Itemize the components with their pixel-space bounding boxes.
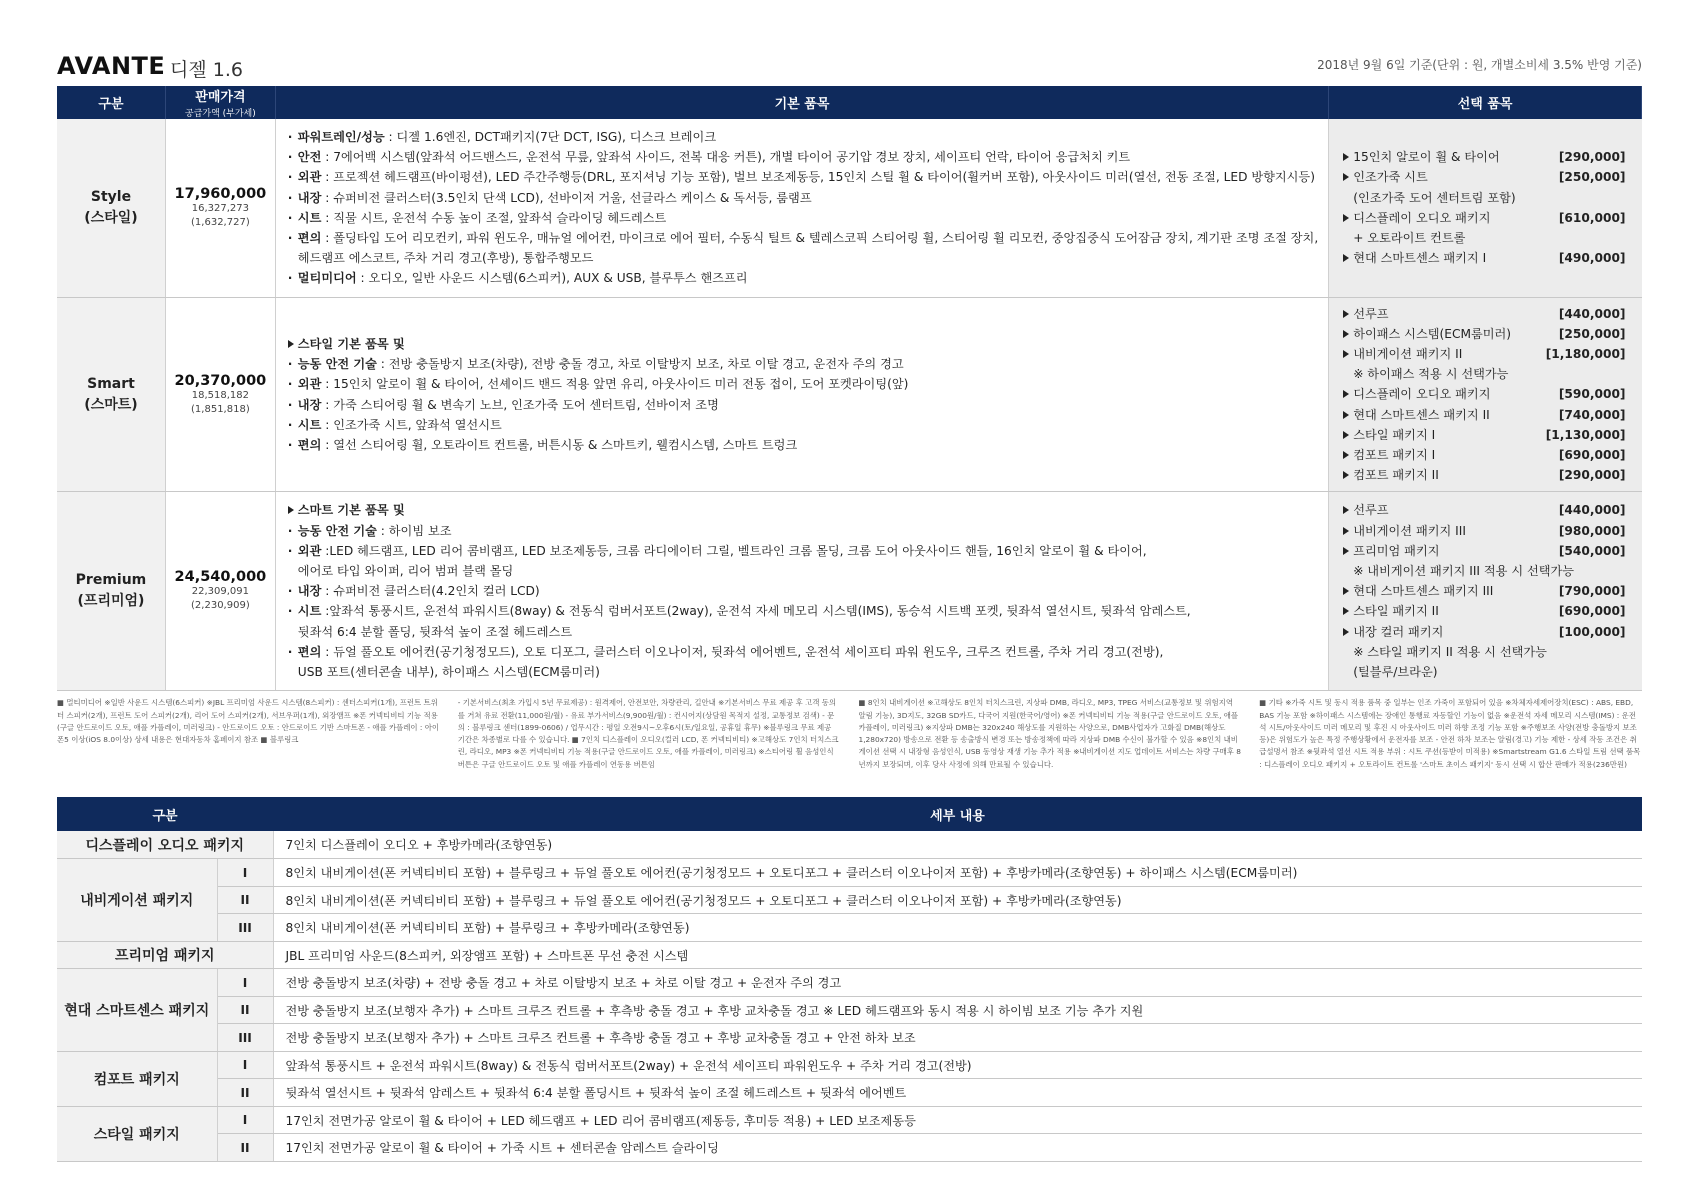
option-price: [290,000]: [1558, 150, 1626, 165]
package-row: [57, 886, 1642, 914]
package-header-kind: 구분: [57, 797, 273, 831]
package-level: III: [217, 1024, 273, 1052]
brand-title: AVANTE: [57, 52, 166, 80]
footnote-col: - 기본서비스(최초 가입시 5년 무료제공) : 원격제어, 안전보안, 차량관리, 길안내 ※기본서비스 무료 제공 후 고객 동의를 거쳐 유료 전환(11,000원/월) - 유료 부가서비스(9,900원/월) : 컨시어지(상담원 목적지 설정, 교통정보 검색) - 문의 : 블루링크 센터(1899-0606) / 업무시간 : 평일 오전9시~오후6시(토/일요일, 공휴일 휴무) ※블루링크 무료 제공 기간은 차종별로 다를 수 있습니다. ■ 7인치 디스플레이 오디오(컬러 LCD, 폰 커넥티비티) ※고해상도 7인치 터치스크린, 라디오, MP3 ※폰 커넥티비티 기능 적용(구글 안드로이드 오토, 애플 카플레이, 미러링크) ※스티어링 휠 음성인식 버튼은 구글 안드로이드 오토 및 애플 카플레이 연동용 버튼임: [457, 698, 839, 769]
triangle-bullet-icon: [1343, 547, 1349, 555]
package-name: 내비게이션 패키지: [57, 859, 217, 942]
trim-name: Style (스타일): [57, 119, 165, 297]
basic-item: · 안전 : 7에어백 시스템(앞좌석 어드밴스드, 운전석 무릎, 앞좌석 사이드, 전복 대응 커튼), 개별 타이어 공기압 경보 장치, 세이프티 언락, 타이어 응급처치 키트: [286, 147, 1318, 167]
basic-item: 에어로 타입 와이퍼, 리어 범퍼 블랙 몰딩: [297, 564, 514, 579]
package-name: 컴포트 패키지: [57, 1051, 217, 1106]
option-item: 디스플레이 오디오 패키지 [610,000]: [1341, 208, 1625, 228]
header-option: 선택 품목: [1329, 86, 1642, 119]
footnote-col: ■ 8인치 내비게이션 ※고해상도 8인치 터치스크린, 지상파 DMB, 라디오, MP3, TPEG 서비스(교통정보 및 위험지역 알림 기능), 3D지도, 32GB SD카드, 다국어 지원(한국어/영어) ※폰 커넥티비티 기능 적용(구글 안드로이드 오토, 애플 카플레이, 미러링크) ※지상파 DMB는 320x240 해상도를 지원하는 사양으로, DMB사업자가 고화질 DMB(해상도1,280x720) 방송으로 전환 등 송출방식 변경 또는 방송정책에 따라 지상파 DMB 수신이 불가할 수 있음 ※8인치 내비게이션 선택 시 내장형 음성인식, USB 동영상 재생 기능 추가 적용 ※내비게이션 지도 업데이트 서비스는 차량 구매후 8년까지 보장되며, 이후 당사 사정에 의해 만료될 수 있습니다.: [858, 698, 1241, 769]
option-price: [1,130,000]: [1545, 427, 1626, 442]
option-item: 선루프 [440,000]: [1341, 500, 1625, 520]
basic-item: · 편의 : 폴딩타입 도어 리모컨키, 파워 윈도우, 매뉴얼 에어컨, 마이크로 에어 필터, 수동식 틸트 & 텔레스코픽 스티어링 휠, 스티어링 휠 리모컨, 중앙집중식 도어잠금 장치, 계기판 조명 조절 장치,: [286, 228, 1318, 248]
basic-item: · 시트 : 인조가죽 시트, 앞좌석 열선시트: [286, 415, 1318, 435]
trim-row: [57, 297, 1642, 492]
package-detail: 17인치 전면가공 알로이 휠 & 타이어 + LED 헤드램프 + LED 리어 콤비램프(제동등, 후미등 적용) + LED 보조제동등: [273, 1106, 1642, 1134]
trim-price: 17,960,000 16,327,273 (1,632,727): [165, 119, 275, 297]
package-detail: 전방 충돌방지 보조(보행자 추가) + 스마트 크루즈 컨트롤 + 후측방 충돌 경고 + 후방 교차충돌 경고 ※ LED 헤드램프와 동시 적용 시 하이빔 보조 기능 추가 지원: [273, 996, 1642, 1024]
option-note: (인조가죽 도어 센터트림 포함): [1353, 190, 1516, 205]
option-items: [1329, 119, 1642, 297]
package-detail: 7인치 디스플레이 오디오 + 후방카메라(조향연동): [273, 831, 1642, 859]
package-detail: 전방 충돌방지 보조(보행자 추가) + 스마트 크루즈 컨트롤 + 후측방 충돌 경고 + 후방 교차충돌 경고 + 안전 하차 보조: [273, 1024, 1642, 1052]
package-level: I: [217, 859, 273, 887]
basic-items: [275, 492, 1328, 691]
package-row: [57, 996, 1642, 1024]
basic-item: · 능동 안전 기술 : 하이빔 보조: [286, 521, 1318, 541]
package-row: [57, 1079, 1642, 1107]
option-items: [1329, 492, 1642, 691]
basic-item: · 외관 : 15인치 알로이 휠 & 타이어, 선셰이드 밴드 적용 앞면 유리, 아웃사이드 미러 전동 접이, 도어 포켓라이팅(앞): [286, 374, 1318, 394]
package-row: [57, 969, 1642, 997]
footnote-col: ■ 멀티미디어 ※일반 사운드 시스템(6스피커) ※JBL 프리미엄 사운드 시스템(8스피커) : 센터스피커(1개), 프런트 트위터 스피커(2개), 프런트 도어 스피커(2개), 리어 도어 스피커(2개), 서브우퍼(1개), 외장앰프 ※폰 커넥티비티 기능 적용(구글 안드로이드 오토, 애플 카플레이, 미러링크) - 안드로이드 오토 : 안드로이드 기반 스마트폰 - 애플 카플레이 : 아이폰5 이상(iOS 8.0이상) 상세 내용은 현대자동차 홈페이지 참조 ■ 블루링크: [57, 698, 439, 745]
model-name: 디젤 1.6: [170, 59, 243, 81]
basic-item: · 시트 :앞좌석 통풍시트, 운전석 파워시트(8way) & 전동식 럼버서포트(2way), 운전석 자세 메모리 시스템(IMS), 동승석 시트백 포켓, 뒷좌석 열선시트, 뒷좌석 암레스트,: [286, 601, 1318, 621]
package-header-detail: 세부 내용: [273, 797, 1642, 831]
package-name: 디스플레이 오디오 패키지: [57, 831, 273, 859]
package-header-row: [57, 797, 1642, 831]
basic-item: · 외관 :LED 헤드램프, LED 리어 콤비램프, LED 보조제동등, 크롬 라디에이터 그릴, 벨트라인 크롬 몰딩, 크롬 도어 아웃사이드 핸들, 16인치 알로이 휠 & 타이어,: [286, 541, 1318, 561]
basic-item: USB 포트(센터콘솔 내부), 하이패스 시스템(ECM룸미러): [297, 665, 600, 680]
header-price: 판매가격 공급가액 (부가세): [165, 86, 275, 119]
basic-item: · 편의 : 열선 스티어링 휠, 오토라이트 컨트롤, 버튼시동 & 스마트키, 웰컴시스템, 스마트 트렁크: [286, 435, 1318, 455]
option-item: 내장 컬러 패키지 [100,000]: [1341, 622, 1625, 642]
option-note: + 오토라이트 컨트롤: [1353, 231, 1466, 246]
triangle-bullet-icon: [1343, 587, 1349, 595]
package-row: [57, 1024, 1642, 1052]
option-note: ※ 스타일 패키지 II 적용 시 선택가능: [1353, 644, 1547, 659]
triangle-bullet-icon: [288, 340, 294, 348]
option-price: [290,000]: [1558, 468, 1626, 483]
triangle-bullet-icon: [1343, 527, 1349, 535]
option-price: [440,000]: [1558, 306, 1626, 321]
package-detail: 전방 충돌방지 보조(차량) + 전방 충돌 경고 + 차로 이탈방지 보조 + 차로 이탈 경고 + 운전자 주의 경고: [273, 969, 1642, 997]
package-level: III: [217, 914, 273, 942]
option-item: 디스플레이 오디오 패키지 [590,000]: [1341, 384, 1625, 404]
option-note: (틸블루/브라운): [1353, 665, 1438, 680]
option-price: [980,000]: [1558, 523, 1626, 538]
package-level: I: [217, 969, 273, 997]
option-price: [590,000]: [1558, 387, 1626, 402]
option-price: [740,000]: [1558, 407, 1626, 422]
package-row: [57, 859, 1642, 887]
basic-item: 헤드램프 에스코트, 주차 거리 경고(후방), 통합주행모드: [297, 251, 594, 266]
package-detail: 앞좌석 통풍시트 + 운전석 파워시트(8way) & 전동식 럼버서포트(2way) + 운전석 세이프티 파워윈도우 + 주차 거리 경고(전방): [273, 1051, 1642, 1079]
triangle-bullet-icon: [1343, 254, 1349, 262]
title-row: [57, 50, 1642, 86]
option-price: [250,000]: [1558, 170, 1626, 185]
triangle-bullet-icon: [1343, 451, 1349, 459]
triangle-bullet-icon: [1343, 411, 1349, 419]
package-row: [57, 914, 1642, 942]
package-detail: 8인치 내비게이션(폰 커넥티비티 포함) + 블루링크 + 후방카메라(조향연동): [273, 914, 1642, 942]
package-table: [57, 797, 1642, 1162]
option-price: [610,000]: [1558, 210, 1626, 225]
package-level: II: [217, 1134, 273, 1162]
basic-item: · 파워트레인/성능 : 디젤 1.6엔진, DCT패키지(7단 DCT, ISG), 디스크 브레이크: [286, 127, 1318, 147]
header-basic: 기본 품목: [275, 86, 1328, 119]
option-item: 인조가죽 시트 [250,000]: [1341, 167, 1625, 187]
option-price: [1,180,000]: [1545, 347, 1626, 362]
package-level: II: [217, 1079, 273, 1107]
triangle-bullet-icon: [1343, 506, 1349, 514]
package-detail: 17인치 전면가공 알로이 휠 & 타이어 + 가죽 시트 + 센터콘솔 암레스트 슬라이딩: [273, 1134, 1642, 1162]
option-items: [1329, 297, 1642, 492]
basic-item: 뒷좌석 6:4 분할 폴딩, 뒷좌석 높이 조절 헤드레스트: [297, 624, 573, 639]
option-item: 프리미엄 패키지 [540,000]: [1341, 541, 1625, 561]
table-header-row: [57, 86, 1642, 119]
package-name: 스타일 패키지: [57, 1106, 217, 1161]
triangle-bullet-icon: [1343, 471, 1349, 479]
triangle-bullet-icon: [1343, 330, 1349, 338]
option-item: 스타일 패키지 II [690,000]: [1341, 601, 1625, 621]
package-level: I: [217, 1051, 273, 1079]
trim-price: 24,540,000 22,309,091 (2,230,909): [165, 492, 275, 691]
option-item: 하이패스 시스템(ECM룸미러) [250,000]: [1341, 324, 1625, 344]
price-sheet: [57, 50, 1642, 1162]
triangle-bullet-icon: [1343, 350, 1349, 358]
option-price: [250,000]: [1558, 326, 1626, 341]
footnotes: [57, 697, 1642, 793]
package-row: [57, 1106, 1642, 1134]
triangle-bullet-icon: [1343, 173, 1349, 181]
package-row: [57, 941, 1642, 969]
package-detail: 8인치 내비게이션(폰 커넥티비티 포함) + 블루링크 + 듀얼 풀오토 에어컨(공기청정모드 + 오토디포그 + 클러스터 이오나이저 포함) + 후방카메라(조향연동): [273, 886, 1642, 914]
basic-item: · 능동 안전 기술 : 전방 충돌방지 보조(차량), 전방 충돌 경고, 차로 이탈방지 보조, 차로 이탈 경고, 운전자 주의 경고: [286, 354, 1318, 374]
package-detail: 뒷좌석 열선시트 + 뒷좌석 암레스트 + 뒷좌석 6:4 분할 폴딩시트 + 뒷좌석 높이 조절 헤드레스트 + 뒷좌석 에어벤트: [273, 1079, 1642, 1107]
triangle-bullet-icon: [1343, 214, 1349, 222]
trim-price: 20,370,000 18,518,182 (1,851,818): [165, 297, 275, 492]
option-price: [690,000]: [1558, 604, 1626, 619]
trim-name: Smart (스마트): [57, 297, 165, 492]
triangle-bullet-icon: [1343, 153, 1349, 161]
triangle-bullet-icon: [1343, 431, 1349, 439]
package-name: 현대 스마트센스 패키지: [57, 969, 217, 1052]
package-level: II: [217, 996, 273, 1024]
price-basis-note: 2018년 9월 6일 기준(단위 : 원, 개별소비세 3.5% 반영 기준): [1317, 58, 1642, 72]
basic-item: · 시트 : 직물 시트, 운전석 수동 높이 조절, 앞좌석 슬라이딩 헤드레스트: [286, 208, 1318, 228]
package-row: [57, 1051, 1642, 1079]
option-note: ※ 하이패스 적용 시 선택가능: [1353, 367, 1509, 382]
option-price: [540,000]: [1558, 543, 1626, 558]
package-level: I: [217, 1106, 273, 1134]
trim-row: [57, 119, 1642, 297]
triangle-bullet-icon: [288, 506, 294, 514]
option-item: 현대 스마트센스 패키지 III [790,000]: [1341, 581, 1625, 601]
triangle-bullet-icon: [1343, 310, 1349, 318]
trim-name: Premium (프리미엄): [57, 492, 165, 691]
option-item: 선루프 [440,000]: [1341, 304, 1625, 324]
triangle-bullet-icon: [1343, 628, 1349, 636]
basic-items: [275, 119, 1328, 297]
package-detail: 8인치 내비게이션(폰 커넥티비티 포함) + 블루링크 + 듀얼 풀오토 에어컨(공기청정모드 + 오토디포그 + 클러스터 이오나이저 포함) + 후방카메라(조향연동) + 하이패스 시스템(ECM룸미러): [273, 859, 1642, 887]
package-row: [57, 1134, 1642, 1162]
option-price: [790,000]: [1558, 584, 1626, 599]
option-item: 15인치 알로이 휠 & 타이어 [290,000]: [1341, 147, 1625, 167]
package-name: 프리미엄 패키지: [57, 941, 273, 969]
trim-row: [57, 492, 1642, 691]
footnote-col: ■ 기타 ※가죽 시트 및 동시 적용 품목 중 일부는 인조 가죽이 포함되어 있음 ※차체자세제어장치(ESC) : ABS, EBD, BAS 기능 포함 ※하이패스 시스템에는 장애인 통행료 자동할인 기능이 없음 ※운전석 자세 메모리 시스템(IMS) : 운전석 시트/아웃사이드 미러 메모리 및 후진 시 아웃사이드 미러 하향 조정 기능 포함 ※주행보조 사양(전방 충돌방지 보조 등)은 위험도가 높은 특정 주행상황에서 운전자를 보조 - 안전 하차 보조는 알림(경고) 기능 제한 - 상세 작동 조건은 취급설명서 참조 ※뒷좌석 열선 시트 적용 부위 : 시트 쿠션(등받이 미적용) ※Smartstream G1.6 스타일 트림 선택 품목 : 디스플레이 오디오 패키지 + 오토라이트 컨트롤 '스마트 초이스 패키지' 동시 선택 시 합산 판매가 적용(236만원): [1259, 698, 1641, 769]
package-row: [57, 831, 1642, 859]
option-item: 스타일 패키지 I [1,130,000]: [1341, 425, 1625, 445]
option-item: 내비게이션 패키지 II [1,180,000]: [1341, 344, 1625, 364]
basic-item: · 내장 : 가죽 스티어링 휠 & 변속기 노브, 인조가죽 도어 센터트림, 선바이저 조명: [286, 395, 1318, 415]
basic-item: 스마트 기본 품목 및: [286, 500, 1318, 520]
option-item: 현대 스마트센스 패키지 I [490,000]: [1341, 248, 1625, 268]
basic-item: · 외관 : 프로젝션 헤드램프(바이펑션), LED 주간주행등(DRL, 포지셔닝 기능 포함), 벌브 보조제동등, 15인치 스틸 휠 & 타이어(휠커버 포함), 아웃사이드 미러(열선, 전동 조절, LED 방향지시등): [286, 167, 1318, 187]
basic-item: 스타일 기본 품목 및: [286, 334, 1318, 354]
option-price: [690,000]: [1558, 448, 1626, 463]
trim-price-table: [57, 86, 1642, 691]
basic-items: [275, 297, 1328, 492]
option-price: [490,000]: [1558, 251, 1626, 266]
option-item: 컴포트 패키지 II [290,000]: [1341, 465, 1625, 485]
triangle-bullet-icon: [1343, 390, 1349, 398]
basic-item: · 내장 : 슈퍼비전 클러스터(3.5인치 단색 LCD), 선바이저 거울, 선글라스 케이스 & 독서등, 룸램프: [286, 188, 1318, 208]
basic-item: · 내장 : 슈퍼비전 클러스터(4.2인치 컬러 LCD): [286, 581, 1318, 601]
basic-item: · 멀티미디어 : 오디오, 일반 사운드 시스템(6스피커), AUX & USB, 블루투스 핸즈프리: [286, 268, 1318, 288]
option-item: 현대 스마트센스 패키지 II [740,000]: [1341, 405, 1625, 425]
header-trim: 구분: [57, 86, 165, 119]
option-note: ※ 내비게이션 패키지 III 적용 시 선택가능: [1353, 564, 1575, 579]
package-level: II: [217, 886, 273, 914]
option-price: [440,000]: [1558, 503, 1626, 518]
triangle-bullet-icon: [1343, 607, 1349, 615]
option-price: [100,000]: [1558, 624, 1626, 639]
basic-item: · 편의 : 듀얼 풀오토 에어컨(공기청정모드), 오토 디포그, 클러스터 이오나이저, 뒷좌석 에어벤트, 운전석 세이프티 파워 윈도우, 크루즈 컨트롤, 주차 거리 경고(전방),: [286, 642, 1318, 662]
option-item: 컴포트 패키지 I [690,000]: [1341, 445, 1625, 465]
option-item: 내비게이션 패키지 III [980,000]: [1341, 521, 1625, 541]
package-detail: JBL 프리미엄 사운드(8스피커, 외장앰프 포함) + 스마트폰 무선 충전 시스템: [273, 941, 1642, 969]
